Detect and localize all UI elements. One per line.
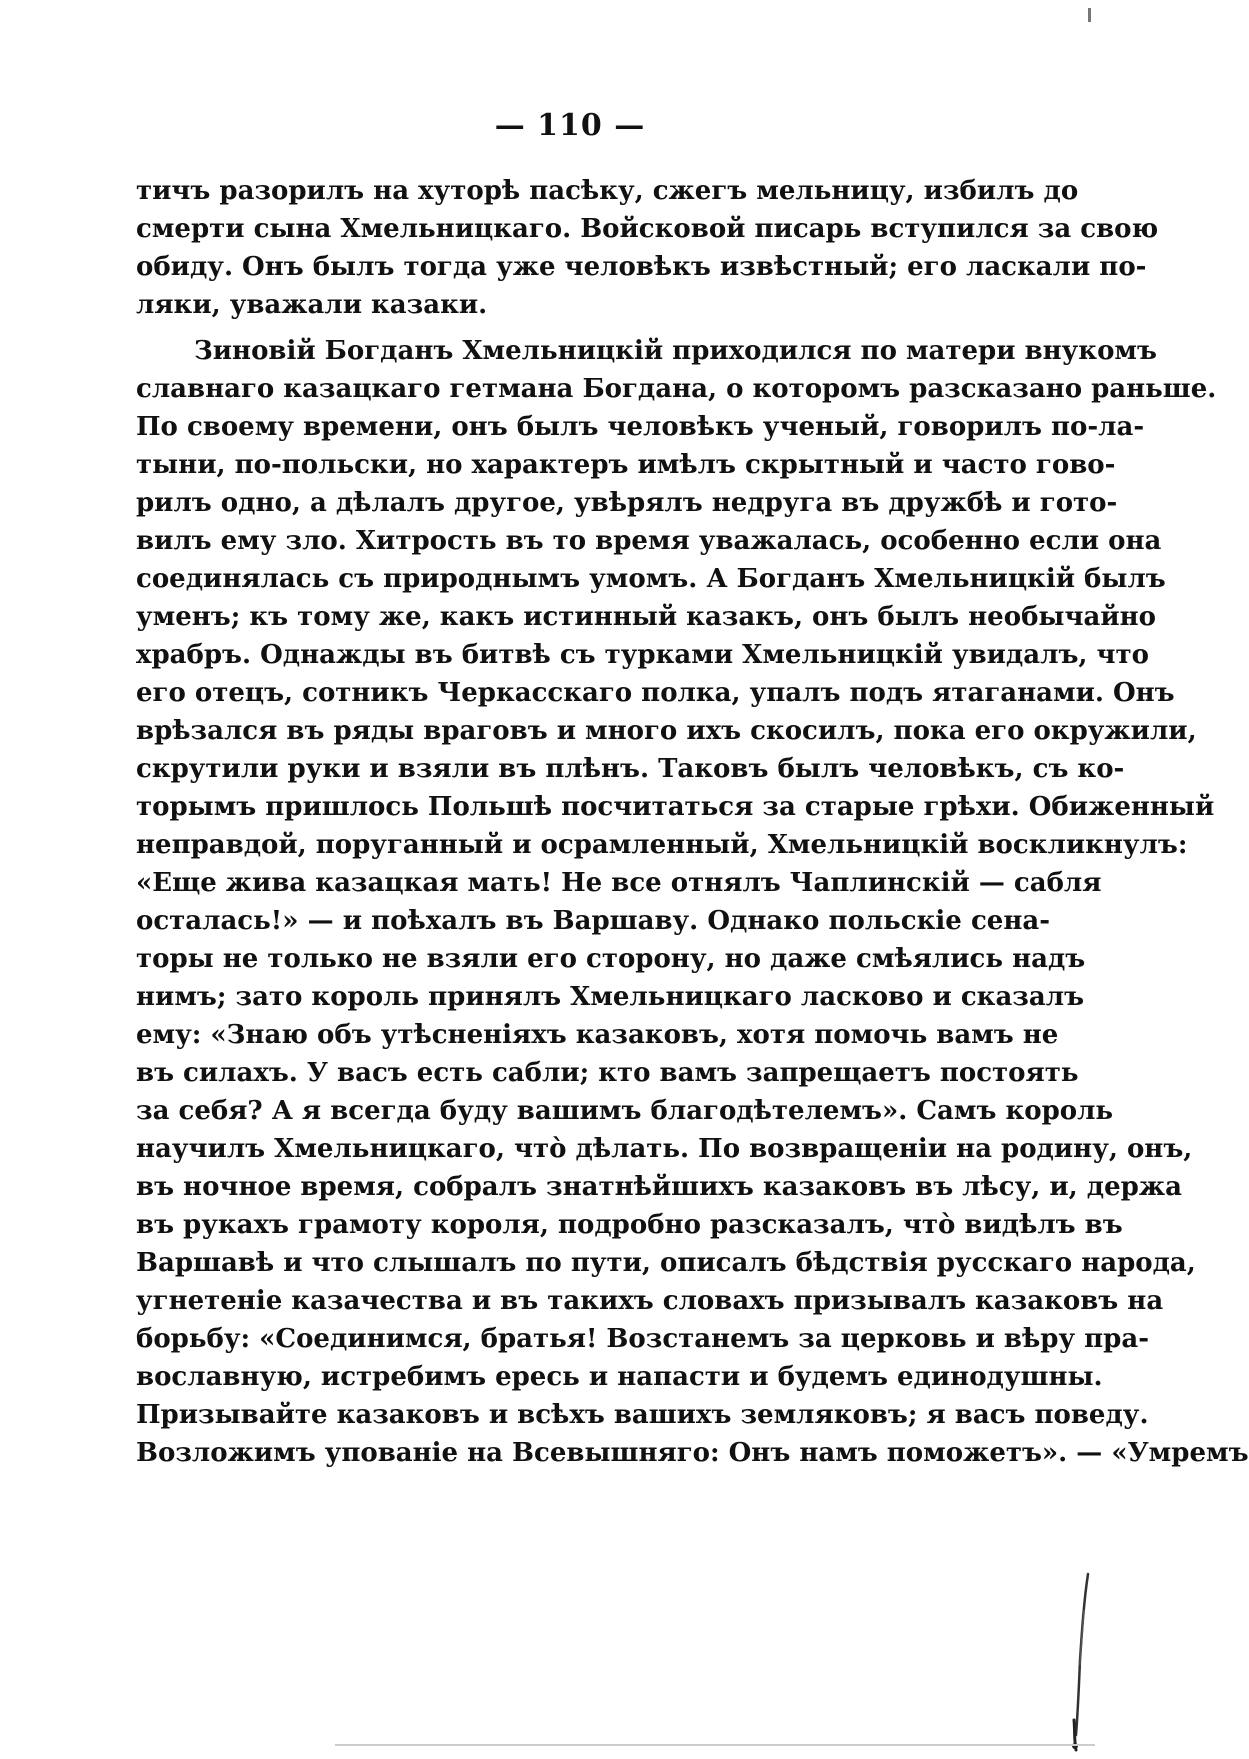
text-line: рилъ одно, а дѣлалъ другое, увѣрялъ недруга въ дружбѣ и гото- <box>136 488 1118 518</box>
page-bottom-edge <box>335 1744 1095 1746</box>
scan-speck <box>1088 8 1091 22</box>
text-line: «Еще жива казацкая мать! Не все отнялъ Чаплинскій — сабля <box>136 868 1102 898</box>
text-line: научилъ Хмельницкаго, что̀ дѣлать. По возвращеніи на родину, онъ, <box>136 1134 1193 1164</box>
text-line: въ рукахъ грамоту короля, подробно разсказалъ, что̀ видѣлъ въ <box>136 1210 1123 1240</box>
text-line: за себя? А я всегда буду вашимъ благодѣтелемъ». Самъ король <box>136 1096 1114 1126</box>
text-line: врѣзался въ ряды враговъ и много ихъ скосилъ, пока его окружили, <box>136 716 1197 746</box>
text-line: уменъ; къ тому же, какъ истинный казакъ, онъ былъ необычайно <box>136 602 1157 632</box>
text-line: соединялась съ природнымъ умомъ. А Богданъ Хмельницкій былъ <box>136 564 1166 594</box>
text-line: осталась!» — и поѣхалъ въ Варшаву. Однако польскіе сена- <box>136 906 1050 936</box>
page-number: — 110 — <box>494 108 646 143</box>
text-line: въ силахъ. У васъ есть сабли; кто вамъ запрещаетъ постоять <box>136 1058 1079 1088</box>
paragraph-2 <box>136 332 1249 1472</box>
text-line: обиду. Онъ былъ тогда уже человѣкъ извѣстный; его ласкали по- <box>136 252 1147 282</box>
text-line: торы не только не взяли его сторону, но даже смѣялись надъ <box>136 944 1086 974</box>
text-line: вославную, истребимъ ересь и напасти и будемъ единодушны. <box>136 1362 1103 1392</box>
text-line: смерти сына Хмельницкаго. Войсковой писарь вступился за свою <box>136 214 1159 244</box>
body-text <box>136 172 1249 1472</box>
text-line: тыни, по-польски, но характеръ имѣлъ скрытный и часто гово- <box>136 450 1116 480</box>
text-line: торымъ пришлось Польшѣ посчитаться за старые грѣхи. Обиженный <box>136 792 1215 822</box>
text-line: Варшавѣ и что слышалъ по пути, описалъ бѣдствія русскаго народа, <box>136 1248 1196 1278</box>
text-line: неправдой, поруганный и осрамленный, Хмельницкій воскликнулъ: <box>136 830 1188 860</box>
text-line: тичъ разорилъ на хуторѣ пасѣку, сжегъ мельницу, избилъ до <box>136 176 1079 206</box>
text-line: Возложимъ упованіе на Всевышняго: Онъ намъ поможетъ». — «Умремъ <box>136 1438 1249 1468</box>
text-line: нимъ; зато король принялъ Хмельницкаго ласково и сказалъ <box>136 982 1085 1012</box>
text-line: борьбу: «Соединимся, братья! Возстанемъ за церковь и вѣру пра- <box>136 1324 1149 1354</box>
text-line: угнетеніе казачества и въ такихъ словахъ призывалъ казаковъ на <box>136 1286 1164 1316</box>
text-line: Призывайте казаковъ и всѣхъ вашихъ земляковъ; я васъ поведу. <box>136 1400 1149 1430</box>
text-line: ляки, уважали казаки. <box>136 290 488 320</box>
text-line: ему: «Знаю объ утѣсненіяхъ казаковъ, хотя помочь вамъ не <box>136 1020 1059 1050</box>
paragraph-1 <box>136 172 1159 324</box>
text-line: скрутили руки и взяли въ плѣнъ. Таковъ былъ человѣкъ, съ ко- <box>136 754 1125 784</box>
text-line: славнаго казацкаго гетмана Богдана, о которомъ разсказано раньше. <box>136 374 1217 404</box>
paragraph-gap <box>136 324 1050 332</box>
text-line: По своему времени, онъ былъ человѣкъ ученый, говорилъ по-ла- <box>136 412 1145 442</box>
text-line: храбръ. Однажды въ битвѣ съ турками Хмельницкій увидалъ, что <box>136 640 1149 670</box>
pencil-margin-mark <box>1066 1570 1096 1755</box>
text-line: Зиновій Богданъ Хмельницкій приходился по матери внукомъ <box>194 336 1157 366</box>
text-line: въ ночное время, собралъ знатнѣйшихъ казаковъ въ лѣсу, и, держа <box>136 1172 1182 1202</box>
text-line: его отецъ, сотникъ Черкасскаго полка, упалъ подъ ятаганами. Онъ <box>136 678 1175 708</box>
text-line: вилъ ему зло. Хитрость въ то время уважалась, особенно если она <box>136 526 1162 556</box>
